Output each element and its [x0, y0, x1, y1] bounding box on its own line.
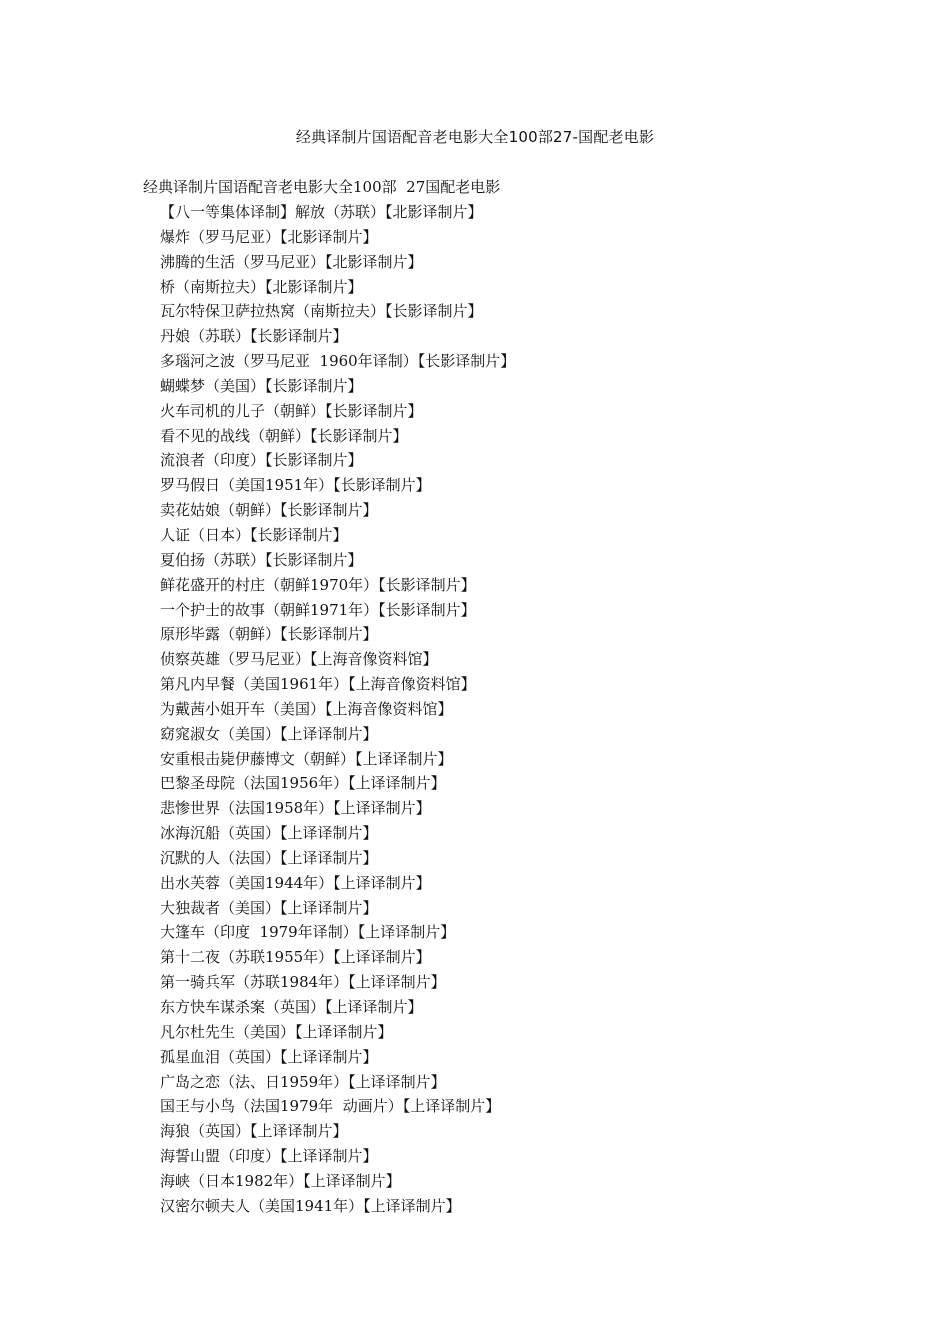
film-list-item: 原形毕露（朝鲜）【长影译制片】	[160, 625, 378, 644]
page-title: 经典译制片国语配音老电影大全100部27-国配老电影	[295, 128, 655, 146]
film-list-item: 广岛之恋（法、日1959年）【上译译制片】	[160, 1072, 446, 1091]
film-list-item: 鲜花盛开的村庄（朝鲜1970年）【长影译制片】	[160, 575, 476, 594]
film-list-item: 夏伯扬（苏联）【长影译制片】	[160, 550, 363, 569]
film-list-item: 侦察英雄（罗马尼亚）【上海音像资料馆】	[160, 650, 438, 669]
film-list-item: 国王与小鸟（法国1979年 动画片）【上译译制片】	[160, 1097, 501, 1116]
film-list-item: 人证（日本）【长影译制片】	[160, 525, 348, 544]
film-list-item: 火车司机的儿子（朝鲜）【长影译制片】	[160, 401, 423, 420]
film-list-item: 东方快车谋杀案（英国）【上译译制片】	[160, 998, 423, 1016]
film-list-item: 安重根击毙伊藤博文（朝鲜）【上译译制片】	[160, 749, 453, 768]
film-list-item: 卖花姑娘（朝鲜）【长影译制片】	[160, 501, 378, 520]
film-list	[160, 202, 515, 1221]
film-list-item: 海誓山盟（印度）【上译译制片】	[160, 1147, 378, 1166]
film-list-item: 第凡内早餐（美国1961年）【上海音像资料馆】	[160, 675, 476, 694]
film-list-item: 海峡（日本1982年）【上译译制片】	[160, 1171, 401, 1190]
film-list-item: 瓦尔特保卫萨拉热窝（南斯拉夫）【长影译制片】	[160, 302, 483, 321]
film-list-item: 丹娘（苏联）【长影译制片】	[160, 327, 348, 346]
film-list-item: 沉默的人（法国）【上译译制片】	[160, 848, 378, 867]
film-list-item: 为戴茜小姐开车（美国）【上海音像资料馆】	[160, 699, 453, 718]
film-list-item: 第一骑兵军（苏联1984年）【上译译制片】	[160, 973, 446, 992]
film-list-item: 汉密尔顿夫人（美国1941年）【上译译制片】	[160, 1196, 461, 1215]
film-list-item: 罗马假日（美国1951年）【长影译制片】	[160, 476, 431, 495]
film-list-item: 一个护士的故事（朝鲜1971年）【长影译制片】	[160, 600, 476, 619]
film-list-item: 悲惨世界（法国1958年）【上译译制片】	[160, 799, 431, 818]
film-list-item: 冰海沉船（英国）【上译译制片】	[160, 824, 378, 843]
film-list-item: 巴黎圣母院（法国1956年）【上译译制片】	[160, 774, 446, 793]
film-list-item: 孤星血泪（英国）【上译译制片】	[160, 1047, 378, 1066]
document-heading: 经典译制片国语配音老电影大全100部 27国配老电影	[143, 178, 501, 196]
film-list-item: 看不见的战线（朝鲜）【长影译制片】	[160, 426, 408, 445]
film-list-item: 大独裁者（美国）【上译译制片】	[160, 898, 378, 917]
film-list-item: 海狼（英国）【上译译制片】	[160, 1122, 348, 1141]
film-list-item: 第十二夜（苏联1955年）【上译译制片】	[160, 948, 431, 967]
film-list-item: 窈窕淑女（美国）【上译译制片】	[160, 724, 378, 743]
film-list-item: 爆炸（罗马尼亚）【北影译制片】	[160, 227, 378, 246]
film-list-item: 蝴蝶梦（美国）【长影译制片】	[160, 376, 363, 395]
film-list-item: 大篷车（印度 1979年译制）【上译译制片】	[160, 923, 456, 942]
film-list-item: 出水芙蓉（美国1944年）【上译译制片】	[160, 873, 431, 892]
film-list-item: 凡尔杜先生（美国）【上译译制片】	[160, 1022, 393, 1041]
film-list-item: 【八一等集体译制】解放（苏联）【北影译制片】	[160, 203, 483, 221]
film-list-item: 流浪者（印度）【长影译制片】	[160, 451, 363, 470]
film-list-item: 沸腾的生活（罗马尼亚）【北影译制片】	[160, 252, 423, 271]
film-list-item: 多瑙河之波（罗马尼亚 1960年译制）【长影译制片】	[160, 352, 516, 371]
film-list-item: 桥（南斯拉夫）【北影译制片】	[160, 277, 363, 296]
